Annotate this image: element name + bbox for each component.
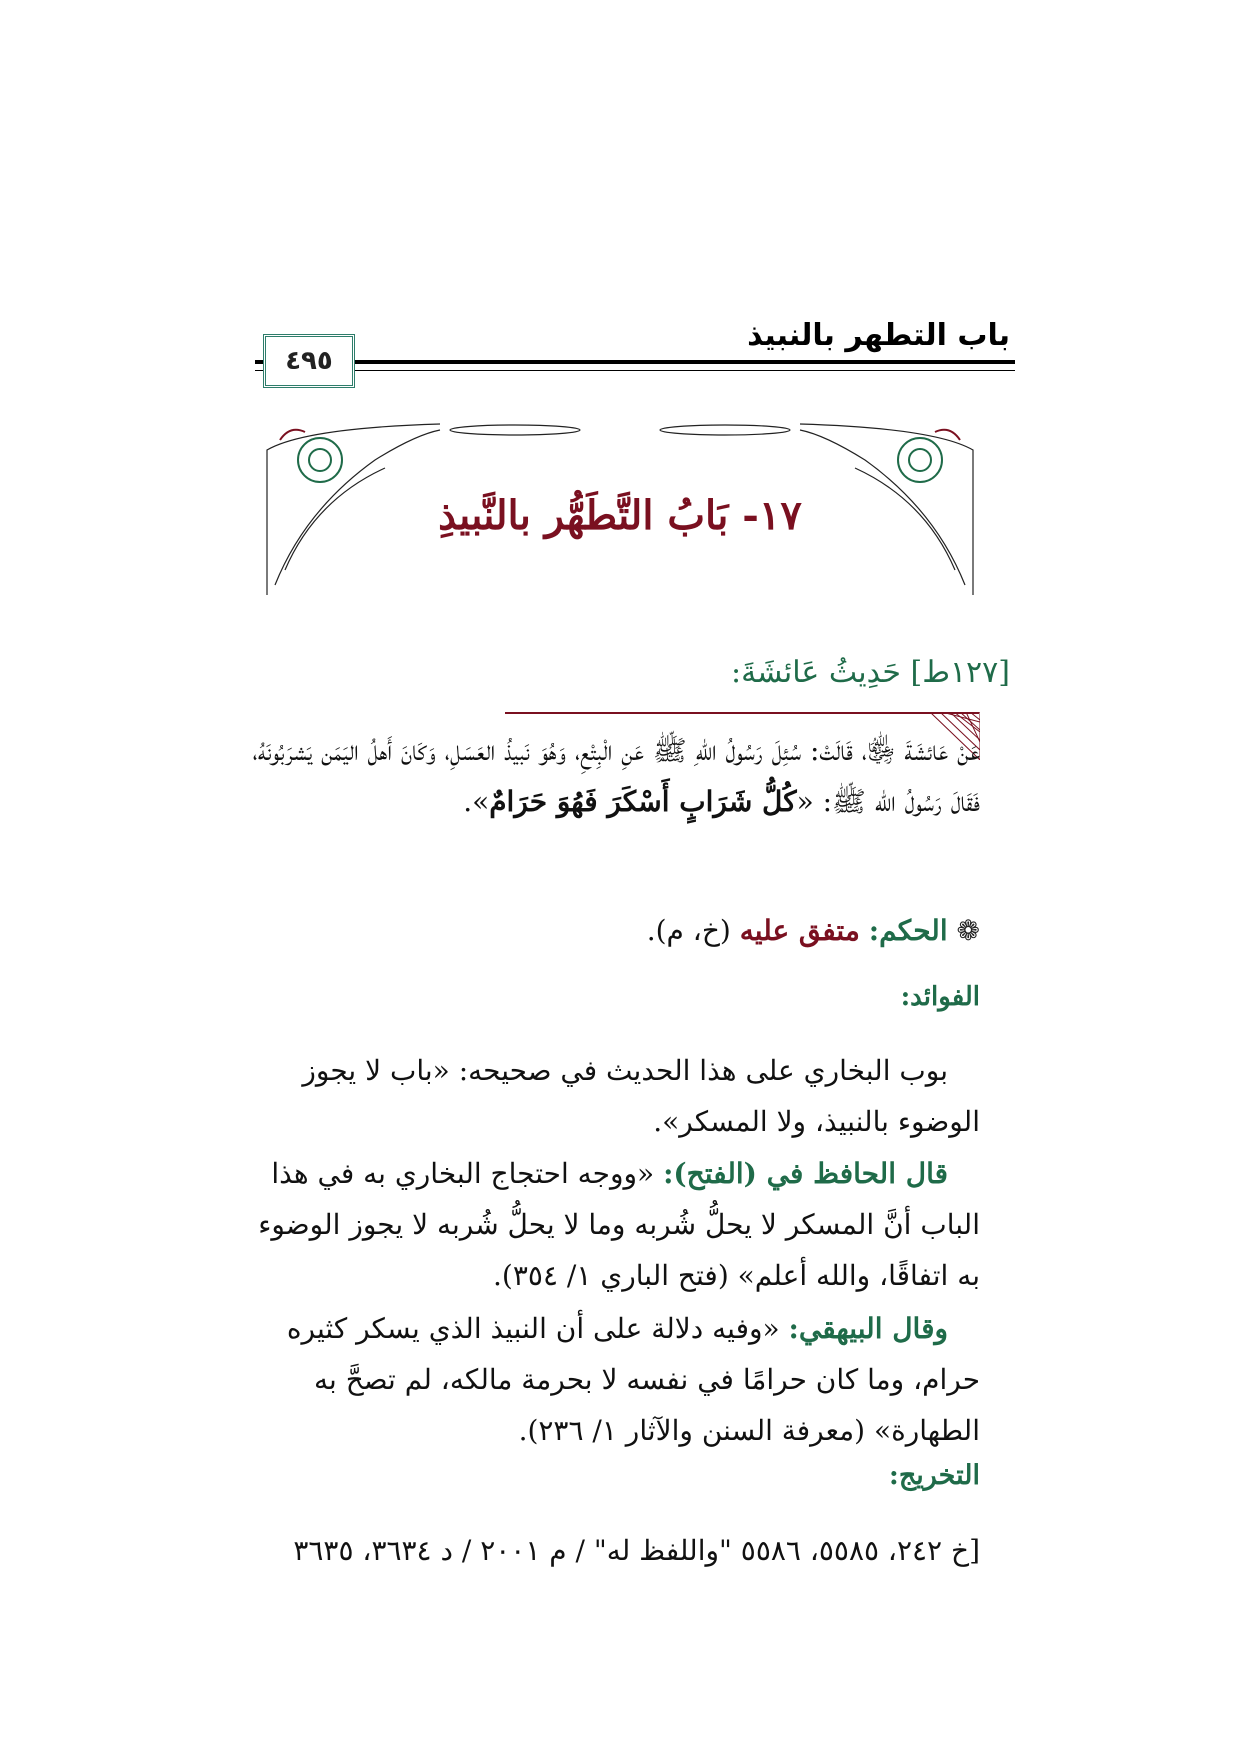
header-rule bbox=[255, 360, 1015, 364]
bayhaqi-paragraph bbox=[236, 1303, 980, 1456]
hadith-text-end: ». bbox=[463, 785, 490, 818]
bukhari-paragraph: بوب البخاري على هذا الحديث في صحيحه: «باب لا يجوز الوضوء بالنبيذ، ولا المسكر». bbox=[302, 1054, 980, 1138]
bayhaqi-label: وقال البيهقي: bbox=[788, 1312, 948, 1345]
ruling-line bbox=[236, 905, 980, 956]
reference-rule bbox=[505, 712, 979, 714]
chapter-title: ١٧- بَابُ التَّطَهُّر بالنَّبيذِ bbox=[438, 492, 802, 539]
hafiz-text: «ووجه احتجاج البخاري به في هذا الباب أنَّ المسكر لا يحلُّ شُربه وما لا يحلُّ شُربه لا يجوز الوضوء به اتفاقًا، والله أعلم» (فتح الباري ١/ ٣٥٤). bbox=[258, 1157, 980, 1292]
hadith-quote-bold: كُلُّ شَرَابٍ أَسْكَرَ فَهُوَ حَرَامٌ bbox=[489, 785, 797, 818]
bayhaqi-text: «وفيه دلالة على أن النبيذ الذي يسكر كثيره حرام، وما كان حرامًا في نفسه لا بحرمة مالكه، لم تصحَّ به الطهارة» (معرفة السنن والآثار ١/ ٢٣٦). bbox=[286, 1312, 980, 1447]
running-title: باب التطهر بالنبيذ bbox=[747, 318, 1010, 353]
header-rule-thin bbox=[255, 370, 1015, 371]
hafiz-paragraph bbox=[236, 1148, 980, 1301]
hadith-reference: [١٢٧ط] حَدِيثُ عَائشَةَ: bbox=[730, 655, 1010, 690]
takhrij-heading: التخريج: bbox=[888, 1460, 980, 1491]
ruling-source: (خ، م). bbox=[646, 914, 731, 947]
ruling-value: متفق عليه bbox=[739, 914, 860, 947]
hadith-text-part: عَنْ عَائشَةَ ﵂، قَالَتْ: سُئِلَ رَسُولُ اللهِ ﷺ عَنِ الْبِتْعِ، وَهُوَ نَبيذُ العَسَلِ، وَكَانَ أَهلُ اليَمَن يَشرَبُونَهُ، فَقَالَ رَسُولُ الله ﷺ: « bbox=[252, 734, 980, 818]
benefits-heading: الفوائد: bbox=[900, 982, 980, 1012]
hafiz-label: قال الحافظ في (الفتح): bbox=[663, 1157, 948, 1190]
flower-ornament-icon: ❁ bbox=[956, 914, 980, 947]
takhrij-line: [خ ٢٤٢، ٥٥٨٥، ٥٥٨٦ "واللفظ له" / م ٢٠٠١ / د ٣٦٣٤، ٣٦٣٥ bbox=[293, 1534, 980, 1567]
hadith-text bbox=[236, 725, 980, 827]
ruling-label: الحكم: bbox=[868, 914, 948, 947]
page-number: ٤٩٥ bbox=[263, 334, 355, 388]
